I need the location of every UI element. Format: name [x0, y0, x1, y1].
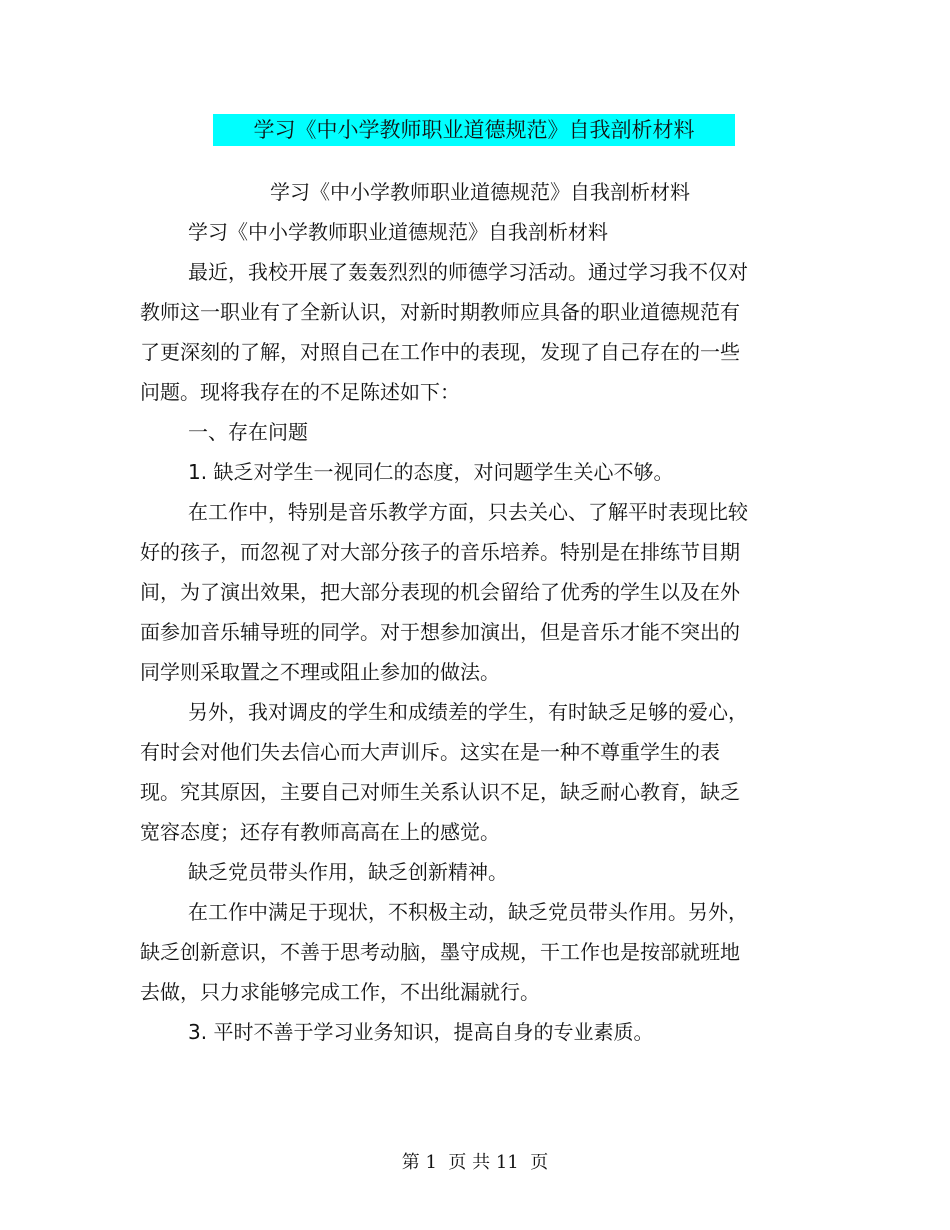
document-body — [140, 172, 820, 1052]
paragraph-line: 有时会对他们失去信心而大声训斥。这实在是一种不尊重学生的表 — [140, 740, 720, 764]
highlighted-title: 学习《中小学教师职业道德规范》自我剖析材料 — [213, 114, 735, 146]
paragraph-line: 缺乏创新意识，不善于思考动脑，墨守成规，干工作也是按部就班地 — [140, 940, 740, 964]
item-heading: 1. 缺乏对学生一视同仁的态度，对问题学生关心不够。 — [188, 460, 674, 484]
section-heading: 一、存在问题 — [188, 420, 308, 444]
item-heading: 3. 平时不善于学习业务知识，提高自身的专业素质。 — [188, 1020, 654, 1044]
paragraph-line: 宽容态度；还存有教师高高在上的感觉。 — [140, 820, 500, 844]
paragraph-line: 问题。现将我存在的不足陈述如下： — [140, 380, 460, 404]
paragraph-line: 学习《中小学教师职业道德规范》自我剖析材料 — [188, 220, 608, 244]
paragraph-line: 同学则采取置之不理或阻止参加的做法。 — [140, 660, 500, 684]
paragraph-line: 在工作中，特别是音乐教学方面，只去关心、了解平时表现比较 — [188, 500, 748, 524]
paragraph-line: 另外，我对调皮的学生和成绩差的学生，有时缺乏足够的爱心， — [188, 700, 748, 724]
paragraph-line: 教师这一职业有了全新认识，对新时期教师应具备的职业道德规范有 — [140, 300, 740, 324]
page-footer: 第 1 页 共 11 页 — [401, 1152, 549, 1173]
paragraph-line: 好的孩子，而忽视了对大部分孩子的音乐培养。特别是在排练节目期 — [140, 540, 740, 564]
item-heading: 缺乏党员带头作用，缺乏创新精神。 — [188, 860, 508, 884]
paragraph-line: 在工作中满足于现状，不积极主动，缺乏党员带头作用。另外， — [188, 900, 748, 924]
paragraph-line: 去做，只力求能够完成工作，不出纰漏就行。 — [140, 980, 540, 1004]
subtitle-line: 学习《中小学教师职业道德规范》自我剖析材料 — [270, 180, 690, 204]
paragraph-line: 间，为了演出效果，把大部分表现的机会留给了优秀的学生以及在外 — [140, 580, 740, 604]
paragraph-line: 了更深刻的了解，对照自己在工作中的表现，发现了自己存在的一些 — [140, 340, 740, 364]
paragraph-line: 现。究其原因，主要自己对师生关系认识不足，缺乏耐心教育，缺乏 — [140, 780, 740, 804]
paragraph-line: 面参加音乐辅导班的同学。对于想参加演出，但是音乐才能不突出的 — [140, 620, 740, 644]
paragraph-line: 最近，我校开展了轰轰烈烈的师德学习活动。通过学习我不仅对 — [188, 260, 748, 284]
